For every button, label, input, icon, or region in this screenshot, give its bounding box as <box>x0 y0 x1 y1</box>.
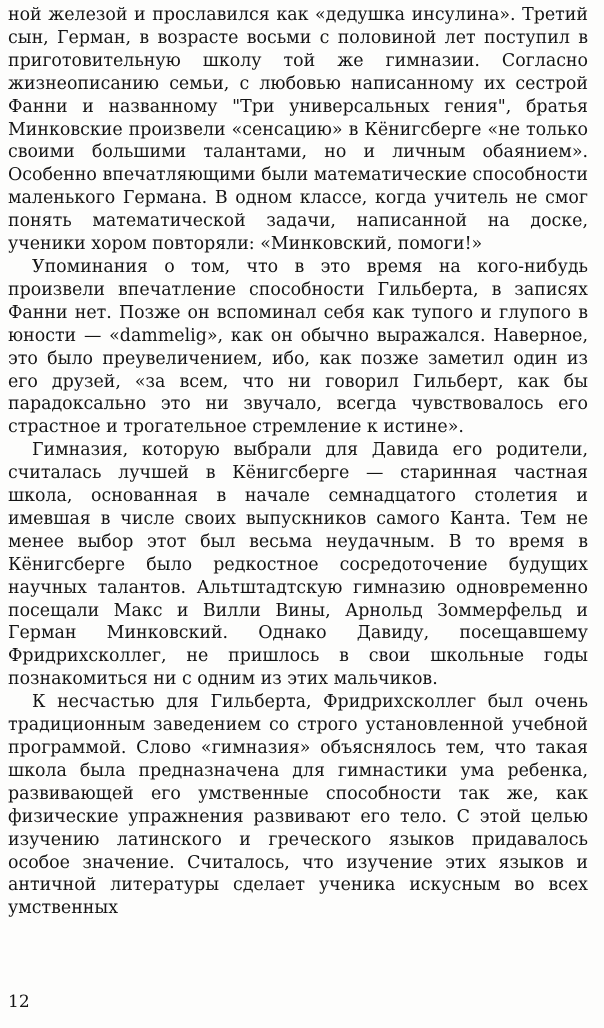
paragraph: Упоминания о том, что в это время на кого-нибудь произвели впечатление способности Гильберта, в записях Фанни нет. Позже он вспоминал себя как тупого и глупого в юности — «dammelig», как он обычно выражался. Наверное, это было преувеличением, ибо, как позже заметил один из его друзей, «за всем, что ни говорил Гильберт, как бы парадоксально это ни звучало, всегда чувствовалось его страстное и трогательное стремление к истине». <box>8 256 588 438</box>
body-text <box>8 4 588 920</box>
paragraph: Гимназия, которую выбрали для Давида его родители, считалась лучшей в Кёнигсберге — старинная частная школа, основанная в начале семнадцатого столетия и имевшая в числе своих выпускников самого Канта. Тем не менее выбор этот был весьма неудачным. В то время в Кёнигсберге было редкостное сосредоточение будущих научных талантов. Альтштадтскую гимназию одновременно посещали Макс и Вилли Вины, Арнольд Зоммерфельд и Герман Минковский. Однако Давиду, посещавшему Фридрихсколлег, не пришлось в свои школьные годы познакомиться ни с одним из этих мальчиков. <box>8 440 588 690</box>
paragraph: К несчастью для Гильберта, Фридрихсколлег был очень традиционным заведением со строго установленной учебной программой. Слово «гимназия» объяснялось тем, что такая школа была предназначена для гимнастики ума ребенка, развивающей его умственные способности так же, как физические упражнения развивают его тело. С этой целью изучению латинского и греческого языков придавалось особое значение. Считалось, что изучение этих языков и античной литературы сделает ученика искусным во всех умственных <box>8 692 588 919</box>
paragraph-continued: ной железой и прославился как «дедушка инсулина». Третий сын, Герман, в возрасте восьми с половиной лет поступил в приготовительную школу той же гимназии. Согласно жизнеописанию семьи, с любовью написанному их сестрой Фанни и названному "Три универсальных гения", братья Минковские произвели «сенсацию» в Кёнигсберге «не только своими большими талантами, но и личным обаянием». Особенно впечатляющими были математические способности маленького Германа. В одном классе, когда учитель не смог понять математической задачи, написанной на доске, ученики хором повторяли: «Минковский, помоги!» <box>8 5 588 255</box>
page-number: 12 <box>8 992 30 1012</box>
